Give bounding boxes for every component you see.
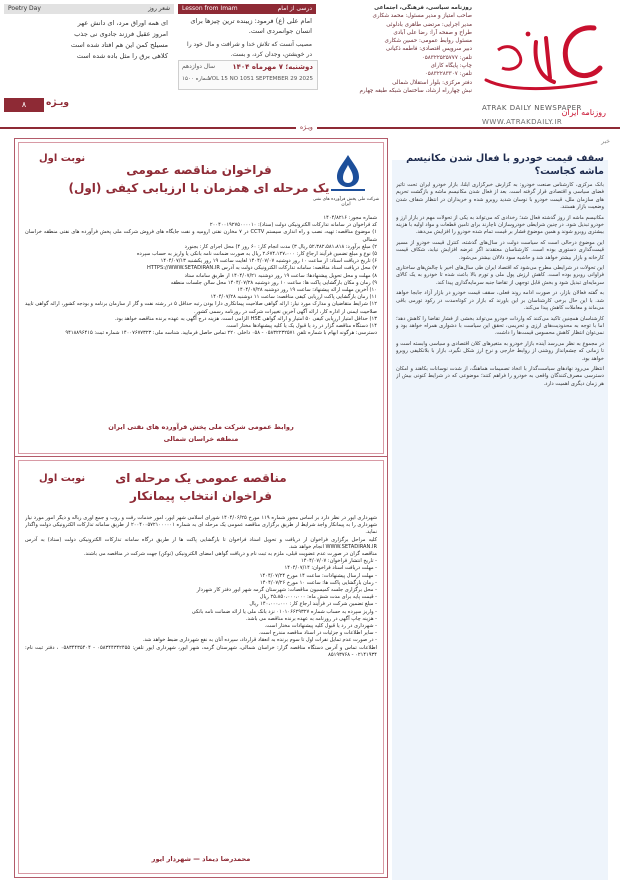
imam-lesson-label: درسی از امام [277, 5, 312, 12]
ad1-line: ۱۱) زمان بازگشایی پاکت ارزیابی کیفی مناقصه: ساعت ۱۱ دوشنبه ۱۴۰۴/۰۷/۲۸ [210, 294, 377, 301]
credit-line: روزنامه سیاسی، فرهنگی، اجتماعی [374, 5, 472, 11]
ad1-line: ۲) مبلغ برآورد: ۵۲،۳۸۲،۵۸۱،۸۱۸ ریال ۳) مدت انجام کار: ۶۰ روز ۴) محل اجرای کار: بجنورد [184, 243, 377, 250]
ad1-line: ۶) تاریخ دریافت اسناد: از ساعت ۱۰ روز دوشنبه ۱۴۰۴/۰۷/۰۷ لغایت ساعت ۱۹ روز یکشنبه ۱۴۰۴/۰۷/۱۳ [160, 258, 377, 265]
credit-line: طراح و صفحه آرا: رضا علی آبادی [393, 29, 472, 36]
credit-line: نبش چهارراه ارشاد، ساختمان شبکه طبقه چهارم [359, 87, 472, 94]
ad2-line: اطلاعات تماس و آدرس دستگاه مناقصه گزار: خراسان شمالی، شهرستان گرمه، شهر ایور، شهرداری ایور تلفن: ۰۵۸۳۴۴۳۴۲۴۵۵ - ۰۵۸۳۴۴۳۵۴۰۴ ، دفتر ثبت نام: ۰۲۱۴۱۹۳۴ - ۸۵۱۹۳۷۶۸ [25, 644, 377, 658]
ad2-line: - محل برگزاری جلسه کمیسیون مناقصات: شهرستان گرمه شهر ایور دفتر کار شهردار [196, 587, 377, 594]
ad1-line: ۱۴) دستگاه مناقصه گزار در رد یا قبول یک یا کلیه پیشنهادها مختار است. [225, 323, 377, 330]
poem-line: ای همه اوراق مرد، ای دانش عهر [77, 19, 168, 27]
ad1-body [25, 215, 377, 415]
logo-subtitle: روزنامه ایران [561, 108, 606, 117]
ad1-signature-region: منطقه خراسان شمالی [163, 435, 239, 443]
issue-label: شماره ۱۵۰۰ [182, 76, 211, 82]
ad1-line: کد فراخوان در سامانه تدارکات الکترونیکی دولت (ستاد): ۲۰۰۴۰۰۱۹۲۷۵۰۰۰۰۱۰ [209, 222, 377, 229]
date-persian: دوشنبه؛ ۷ مهرماه ۱۴۰۴ [232, 63, 313, 71]
newspaper-logo [476, 20, 616, 124]
credit-line: تلفن: ۰۵۸۳۲۲۸۳۳۰۷ [424, 71, 472, 78]
poem-header [4, 4, 174, 14]
ad2-body [25, 515, 377, 849]
article-body [396, 182, 604, 842]
date-box [178, 60, 318, 90]
imam-lesson-header [178, 4, 316, 14]
page-section-name: ویـژه [46, 98, 69, 108]
ad2-line: - هزینه چاپ آگهی در روزنامه به عهده برنده مناقصه می باشد. [245, 615, 377, 622]
poem-en: Poetry Day [8, 5, 41, 12]
article-paragraph: کارشناسان همچنین تاکید می‌کنند که واردات خودرو می‌تواند بخشی از فشار تقاضا را کاهش دهد؛ اما با توجه به محدودیت‌های ارزی و تحریمی، تحقق این سیاست با دشواری همراه خواهد بود و نمی‌توان انتظار کاهش محسوس قیمت‌ها را داشت. [396, 315, 604, 337]
atrak-logo-icon [476, 20, 616, 106]
ad2-line: مناقصه گران در صورت عدم عضویت قبلی، ملزم به ثبت نام و دریافت گواهی امضای الکترونیکی (توکن) جهت شرکت در مناقصه می باشند. [83, 551, 377, 558]
ad2-line: - تاریخ انتشار فراخوان: ۱۴۰۴/۰۷/۰۷ [300, 558, 377, 565]
imam-lesson-en: Lesson from Imam [182, 5, 238, 12]
article-paragraph: این تحولات در شرایطی مطرح می‌شود که اقتصاد ایران طی سال‌های اخیر با چالش‌های ساختاری فراوانی روبرو بوده است. کاهش ارزش پول ملی و تورم بالا باعث شده تا خودرو به یک کالای سرمایه‌ای تبدیل شود و بخش قابل توجهی از تقاضا جنبه سرمایه‌گذاری پیدا کند. [396, 265, 604, 286]
date-english: VOL 15 NO 1051 SEPTEMBER 29 2025 [208, 76, 313, 82]
article-paragraph: مکانیسم ماشه از روز گذشته فعال شد؛ رخدادی که می‌تواند به یکی از تحولات مهم در بازار ارز و خودرو تبدیل شود. در چنین شرایطی خودروسازان ناچارند برای تامین قطعات و مواد اولیه با هزینه بیشتری روبرو شوند و همین موضوع فشار بر قیمت تمام شده خودرو را افزایش می‌دهد. [396, 214, 604, 236]
ad1-line: دسترسی: هرگونه ابهام با شماره تلفن ۰۵۸۳۲۲۳۲۵۷۱ - ۰۵۸ داخلی ۲۲۰ تماس حاصل فرمایید. شناسه ملی: ۱۴۰۰۷۶۷۷۳۲۳ شماره ثبت: ۹۴۱۸۸۹۶۴۱۵ [65, 330, 377, 337]
credit-line: صاحب امتیاز و مدیر مسئول: محمد شکاری [372, 13, 472, 20]
ad2-signature: محمدرضا دیماد — شهردار ایور [151, 855, 251, 863]
ad2-line: شهرداری ایور در نظر دارد بر اساس مجوز شماره ۱۱۹ مورخ ۱۴۰۴/۰۶/۲۵ شورای اسلامی شهر ایور، امور خدمات رفت و روب و جمع آوری زباله و دیگر امور مورد نیاز شهرداری را به پیمانکار واجد شرایط از طریق برگزاری مناقصه عمومی یک مرحله ای به شماره ۲۰۰۴۰۰۵۷۲۱۰۰۰۰۰۱ از طریق سامانه تدارکات الکترونیکی دولت واگذار نماید. [25, 515, 377, 536]
article-paragraph: این موضوع درحالی است که سیاست دولت در سال‌های گذشته، کنترل قیمت خودرو از مسیر قیمت‌گذاری دستوری بوده است. کارشناسان معتقدند اگر عرضه افزایش نیابد، شکاف قیمت کارخانه و بازار بیشتر خواهد شد و حاشیه سود دلالان بیشتر می‌شود. [396, 239, 604, 261]
imam-lesson-box [178, 4, 316, 62]
credit-line: تلفن: ۰۵۸۳۲۲۵۲۵۷۷۷ [421, 54, 472, 61]
ad2-line: - شهرداری در رد یا قبول کلیه پیشنهادات مختار است. [264, 623, 377, 630]
website-link[interactable]: WWW.ATRAKDAILY.IR [482, 118, 563, 126]
ad2-line: - مبلغ تضمین شرکت در فرآیند ارجاع کار: ۱۴۰،۰۰۰،۰۰۰ ریال [249, 601, 377, 608]
credit-line: دبیر سرویس اقتصادی: فاطمه ذکیانی [385, 46, 472, 53]
english-name: ATRAK DAILY NEWSPAPER [482, 104, 582, 112]
imam-quote-2: مصیب آنست که تلاش خدا و شرافت و مال خود را در خویشتن، وجدان کرد، و بست. [187, 41, 312, 58]
ad2-title: مناقصه عمومی یک مرحله ای [115, 471, 287, 485]
article-category: خبر [601, 138, 610, 145]
imam-quote: امام علی (ع) فرمود: زیبنده ترین چیزها برای انسان جوانمردی است. [190, 17, 312, 35]
year-label: سال دوازدهم [182, 63, 216, 70]
ad1-line: ۱۰) آخرین مهلت ارائه پیشنهاد: ساعت ۱۹ روز دوشنبه ۱۴۰۴/۰۷/۲۸ [237, 287, 377, 294]
article-paragraph: بانک مرکزی، کارشناس صنعت خودرو: به گزارش خبرگزاری ایلنا، بازار خودرو ایران تحت تاثیر فضای سیاسی و اقتصادی قرار گرفته است. بعد از فعال شدن مکانیسم ماشه و بازگشت تحریم های سازمان ملل، قیمت خودرو با نوسان شدید روبرو شده و خریداران در انتظار شفاف شدن وضعیت بازار هستند. [396, 182, 604, 211]
tender-notice-nioc [14, 138, 388, 458]
ad2-line: - مهلت دریافت اسناد فراخوان: ۱۴۰۴/۰۷/۱۴ [284, 565, 377, 572]
poem-line: امروز عقیل فرزند جادوی نی جذب [74, 30, 168, 38]
company-name-under-logo: شرکت ملی پخش فرآورده های نفتی ایران [312, 197, 380, 207]
ad1-line: ۸) مهلت و محل تحویل پیشنهادها: ساعت ۱۹ روز دوشنبه ۱۴۰۴/۰۷/۲۱ از طریق سامانه ستاد [184, 272, 377, 279]
page-number: ۸ [4, 98, 44, 112]
notice-round-badge: نوبت اول [39, 153, 86, 164]
ad1-line: ۷) محل دریافت اسناد مناقصه: سامانه تدارکات الکترونیکی دولت به آدرس HTTPS://WWW.SETADIRAN.IR [146, 265, 377, 272]
tender-notice-ivar [14, 456, 388, 878]
article-paragraph: انتظار می‌رود نهادهای سیاست‌گذار با اتخاذ تصمیمات هماهنگ، از شدت نوسانات بکاهند و امکان دسترسی مصرف‌کنندگان واقعی به خودرو را فراهم کنند؛ موضوعی که در شرایط کنونی بیش از هر زمان دیگری اهمیت دارد. [396, 365, 604, 387]
poem-label: شعر روز [148, 5, 170, 12]
article-title-2: ماشه کجاست؟ [534, 166, 604, 177]
divider-label: ویـژه [296, 124, 317, 131]
masthead [0, 0, 620, 130]
ad2-line: - مهلت ارسال پیشنهادات: ساعت ۱۴ مورخ ۱۴۰۴/۰۷/۲۴ [259, 572, 377, 579]
ad1-signature: روابط عمومی شرکت ملی پخش فرآورده های نفتی ایران [108, 423, 294, 431]
ad2-line: - زمان بازگشایی پاکت ها: ساعت ۱۰ مورخ ۱۴۰۴/۰۷/۲۶ [259, 579, 377, 586]
ad2-line: - در صورت عدم تمایل نفرات اول تا سوم برنده به انعقاد قرارداد، سپرده آنان به نفع شهرداری ضبط خواهد شد. [142, 637, 377, 644]
poem-box [4, 4, 174, 66]
notice-round-badge: نوبت اول [39, 473, 86, 484]
credit-line: چاپ: پایگاه کارای [430, 63, 472, 70]
ad1-line: ۱۳) حداقل امتیاز ارزیابی کیفی ۵۰ امتیاز و ارائه گواهی HSE الزامی است. هزینه درج آگهی به عهده برنده مناقصه خواهد بود. [114, 315, 377, 322]
poem-text [4, 14, 174, 66]
article-paragraph: در مجموع به نظر می‌رسد آینده بازار خودرو به متغیرهای کلان اقتصادی و سیاسی وابسته است و تا زمانی که چشم‌انداز روشنی از روابط خارجی و نرخ ارز شکل نگیرد، بازار با بلاتکلیفی روبرو خواهد بود. [396, 340, 604, 362]
ad2-line: - سایر اطلاعات و جزئیات در اسناد مناقصه مندرج است. [258, 630, 377, 637]
poem-line: کلاهی برق را مثل باده شده است [76, 52, 168, 60]
ad1-line: شماره مجوز: ۱۴۰۴/۸۲۱۶ [323, 215, 377, 221]
ad1-line: ۵) نوع و مبلغ تضمین فرآیند ارجاع کار: ۲،۶۷۴،۱۲۷،۰۰۰ ریال به صورت ضمانت نامه بانکی یا واریز به حساب سپرده [136, 251, 377, 258]
credit-line: مسئول روابط عمومی: حسین شکاری [384, 38, 472, 45]
ad1-title: فراخوان مناقصه عمومی [126, 163, 272, 177]
ad2-line: کلیه مراحل برگزاری فراخوان از دریافت و تحویل اسناد فراخوان تا بازگشایی پاکت ها از طریق درگاه سامانه تدارکات الکترونیکی دولت (ستاد) به آدرس WWW.SETADIRAN.IR انجام خواهد شد. [25, 536, 377, 550]
ad1-line: ۱) موضوع مناقصه: تهیه، نصب و راه اندازی سیستم CCTV در ۷ مخازن نفتی ارومیه و نفت جایگاه های فروش شرکت ملی پخش فرآورده های نفتی منطقه خراسان شمالی [25, 229, 377, 243]
news-article [390, 138, 610, 878]
ad2-line: - قیمت پایه برای مدت شش ماه: ۲۵،۸۵۰،۰۰۰،۰۰۰ ریال [259, 594, 377, 601]
credits-block [320, 4, 472, 95]
credit-line: مدیر اجرایی: مرتضی طاهری بادلوئی [386, 21, 472, 28]
article-title: سقف قیمت خودرو با فعال شدن مکانیسم [406, 153, 604, 164]
ad2-line: - واریز سپرده به حساب شماره ۰۱۰۱۰۶۶۲۹۳۲۷ نزد بانک ملی یا ارائه ضمانت نامه بانکی [191, 608, 377, 615]
ad2-subtitle: فراخوان انتخاب پیمانکار [130, 489, 272, 503]
ad1-subtitle: یک مرحله ای همزمان با ارزیابی کیفی (اول) [68, 181, 330, 195]
poem-line: مسیلح کمن این هم افتاد شده است [70, 41, 168, 49]
ad1-line: ۱۲) شرایط متقاضیان و مدارک مورد نیاز: ارائه گواهی صلاحیت پیمانکاری دارا بودن رتبه حداقل ۵ در رشته نفت و گاز از سازمان برنامه و بودجه کشور، ارائه گواهی تایید صلاحیت ایمنی از اداره کار، ارائه آگهی آخرین تغییرات شرکت در روزنامه رسمی کشور. [25, 301, 377, 315]
credit-line: دفتر مرکزی: بلوار استقلال شمالی [392, 79, 472, 86]
ad1-line: ۹) زمان و مکان بازگشایی پاکت ها: ساعت ۱۰ روز دوشنبه ۱۴۰۴/۰۷/۲۸ محل سالن جلسات منطقه [170, 279, 377, 286]
article-paragraph: به گفته فعالان بازار، در صورت ادامه روند فعلی، سقف قیمت خودرو در بازار آزاد جابجا خواهد شد. با این حال برخی کارشناسان بر این باورند که بازار در کوتاه‌مدت در رکود تورمی باقی می‌ماند و معاملات کاهش پیدا می‌کند. [396, 290, 604, 312]
